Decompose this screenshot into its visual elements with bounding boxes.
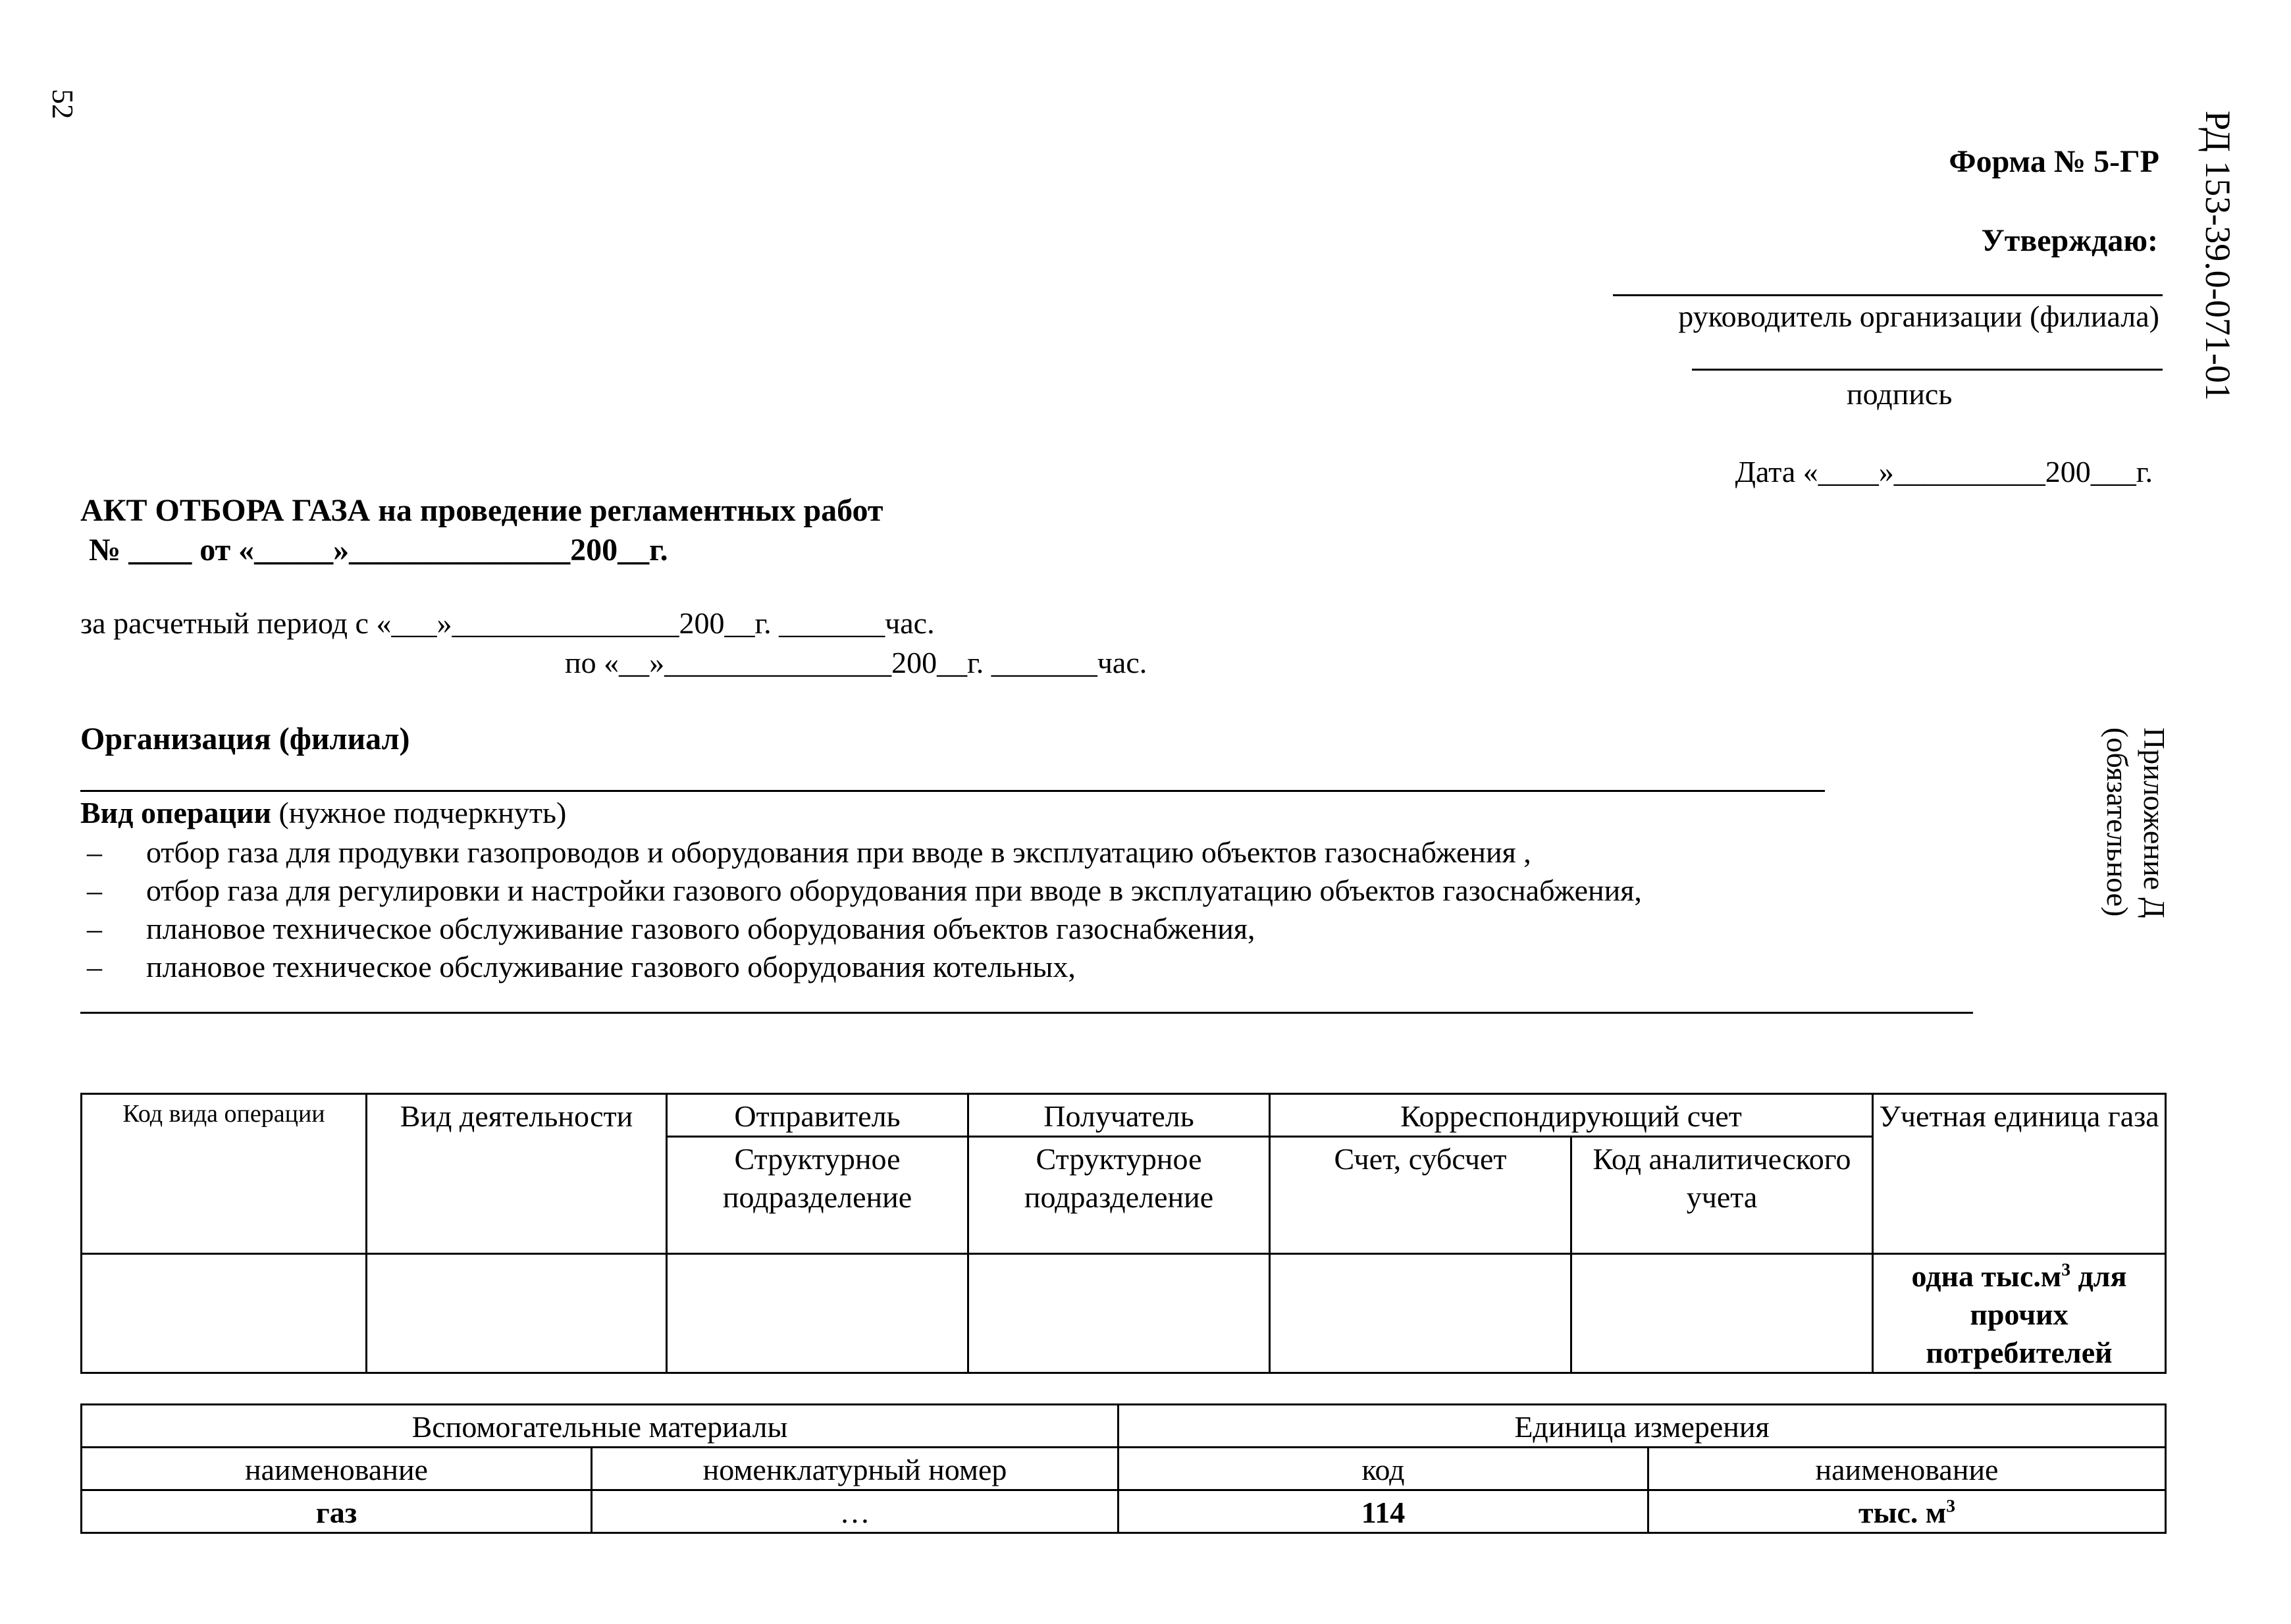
- sub-account: Счет, субсчет: [1270, 1137, 1571, 1254]
- head-signature-line: [1613, 294, 2163, 296]
- col-operation-code: Код вида операции: [82, 1094, 367, 1254]
- dash-glyph: –: [87, 874, 102, 907]
- cell-sender: [667, 1254, 968, 1373]
- list-item: – плановое техническое обслуживание газового оборудования котельных,: [87, 948, 1642, 986]
- signature-line: [1692, 369, 2163, 371]
- operation-line: [80, 1012, 1973, 1014]
- cell-operation-code: [82, 1254, 367, 1373]
- header-code: код: [1119, 1448, 1648, 1490]
- col-accounting-unit: Учетная единица газа: [1873, 1094, 2166, 1254]
- operation-table: [80, 1093, 2167, 1374]
- operation-list: [87, 833, 1642, 986]
- sub-analytic-code: Код аналитического учета: [1571, 1137, 1873, 1254]
- header-unit-name: наименование: [1648, 1448, 2166, 1490]
- value-code: 114: [1119, 1490, 1648, 1533]
- period-from: за расчетный период с «___»_______________200__г. _______час.: [80, 606, 935, 640]
- page-number: 52: [46, 89, 80, 119]
- cell-analytic: [1571, 1254, 1873, 1373]
- operation-hint: (нужное подчеркнуть): [271, 796, 567, 829]
- organization-line: [80, 790, 1825, 792]
- act-title: АКТ ОТБОРА ГАЗА на проведение регламентных работ: [80, 493, 883, 528]
- operation-label: Вид операции: [80, 796, 271, 829]
- approve-label: Утверждаю:: [1981, 223, 2158, 258]
- approval-date: Дата «____»__________200___г.: [1735, 455, 2153, 488]
- appendix-note: (обязательное): [2101, 727, 2134, 917]
- header-aux-materials: Вспомогательные материалы: [82, 1405, 1119, 1448]
- value-nomenclature-number: …: [592, 1490, 1119, 1533]
- form-number: Форма № 5-ГР: [1949, 144, 2159, 179]
- appendix-title: Приложение Д: [2138, 727, 2171, 918]
- period-to: по «__»_______________200__г. _______час.: [565, 646, 1147, 679]
- document-code: РД 153-39.0-071-01: [2198, 111, 2238, 401]
- col-sender: Отправитель: [667, 1094, 968, 1137]
- col-activity: Вид деятельности: [367, 1094, 667, 1254]
- value-name: газ: [82, 1490, 592, 1533]
- operation-header: [80, 795, 566, 830]
- appendix-label: [2099, 727, 2172, 918]
- signature-label: подпись: [1847, 377, 1953, 411]
- dash-glyph: –: [87, 950, 102, 983]
- cell-accounting-unit-value: одна $тыс.м^3$ для прочих потребителей: [1873, 1254, 2166, 1373]
- header-unit-measure: Единица измерения: [1119, 1405, 2166, 1448]
- dash-glyph: –: [87, 912, 102, 945]
- head-label: руководитель организации (филиала): [1678, 300, 2159, 333]
- cell-receiver: [968, 1254, 1270, 1373]
- cell-account: [1270, 1254, 1571, 1373]
- sub-receiver-division: Структурное подразделение: [968, 1137, 1270, 1254]
- dash-glyph: –: [87, 835, 102, 869]
- materials-table: [80, 1403, 2167, 1534]
- col-receiver: Получатель: [968, 1094, 1270, 1137]
- header-nomenclature-number: номенклатурный номер: [592, 1448, 1119, 1490]
- list-item: – плановое техническое обслуживание газового оборудования объектов газоснабжения,: [87, 910, 1642, 948]
- value-unit-name: тыс. $м^3$: [1648, 1490, 2166, 1533]
- cell-activity: [367, 1254, 667, 1373]
- list-item: – отбор газа для регулировки и настройки газового оборудования при вводе в эксплуатацию объектов газоснабжения,: [87, 872, 1642, 910]
- header-name: наименование: [82, 1448, 592, 1490]
- list-item: – отбор газа для продувки газопроводов и оборудования при вводе в эксплуатацию объектов газоснабжения ,: [87, 833, 1642, 872]
- col-corresponding-account: Корреспондирующий счет: [1270, 1094, 1873, 1137]
- act-number-line: № ____ от «_____»______________200__г.: [89, 533, 668, 567]
- sub-sender-division: Структурное подразделение: [667, 1137, 968, 1254]
- organization-label: Организация (филиал): [80, 721, 410, 756]
